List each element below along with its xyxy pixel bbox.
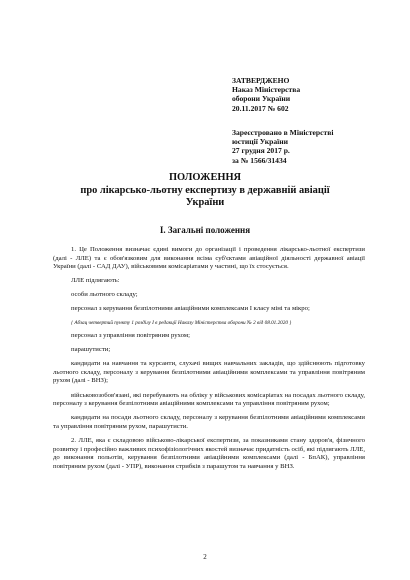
amendment-note: { Абзац четвертий пункту 1 розділу I в редакції Наказу Міністерства оборони № 2 від 08.01.2020 } xyxy=(71,319,292,326)
paragraph: 2. ЛЛЕ, яка є складовою військово-лікарської експертизи, за показниками стану здоров'я, фізичного розвитку і професійно важливих психофізіологічних якостей визначає придатність осіб, які підлягають ЛЛЕ, до виконання польотів, керування безпілотними авіаційними комплексами (далі - БпАК), управління повітряним рухом (далі - УПР), виконання стрибків з парашутом та навчання у ВНЗ. xyxy=(53,436,365,470)
section-heading: I. Загальні положення xyxy=(159,225,251,235)
approval-line: ЗАТВЕРДЖЕНО xyxy=(232,76,290,85)
paragraph: 1. Це Положення визначає єдині вимоги до організації і проведення лікарсько-льотної експертизи (далі - ЛЛЕ) та є обов'язковим для виконання всіма суб'єктами авіаційної діяльності державної авіації України (далі - САД ДАУ), військовими комісаріатами у частині, що їх стосується. xyxy=(53,246,365,271)
paragraph: персонал з управління повітряним рухом; xyxy=(71,332,190,340)
paragraph: парашутисти; xyxy=(71,346,111,354)
registration-line: юстиції України xyxy=(232,137,288,147)
paragraph: кандидати на посади льотного складу, персоналу з керування безпілотними авіаційними комплексами та управління повітряним рухом, парашутисти. xyxy=(53,414,365,430)
registration-stamp xyxy=(232,128,402,165)
document-title xyxy=(0,172,410,209)
registration-line: 27 грудня 2017 р. xyxy=(232,146,290,156)
title-line-2: про лікарсько-льотну експертизу в державній авіації xyxy=(80,185,330,196)
document-body xyxy=(53,246,365,471)
approval-line: 20.11.2017 № 602 xyxy=(232,103,289,113)
paragraph: військовозобов'язані, які перебувають на обліку у військових комісаріатах на посадах льотного складу, персоналу з керування безпілотними авіаційними комплексами та управління повітряним рухом; xyxy=(53,391,365,408)
registration-line: Зареєстровано в Міністерстві xyxy=(232,128,334,137)
approval-line: Наказ Міністерства xyxy=(232,85,301,95)
registration-line: за № 1566/31434 xyxy=(232,155,287,165)
title-line-1: ПОЛОЖЕННЯ xyxy=(168,172,242,183)
approval-stamp xyxy=(232,76,402,113)
title-line-3: України xyxy=(185,197,225,208)
page-number: 2 xyxy=(203,553,207,561)
paragraph: кандидати на навчання та курсанти, слухачі вищих навчальних закладів, що здійснюють підготовку льотного складу, персоналу з керування безпілотними авіаційними комплексами та управління повітряним рухом (далі - ВНЗ); xyxy=(53,360,365,385)
paragraph: персонал з керування безпілотними авіаційними комплексами I класу міні та мікро; xyxy=(71,305,310,313)
paragraph: ЛЛЕ підлягають: xyxy=(71,277,120,285)
approval-line: оборони України xyxy=(232,94,291,104)
paragraph: особи льотного складу; xyxy=(71,291,138,299)
